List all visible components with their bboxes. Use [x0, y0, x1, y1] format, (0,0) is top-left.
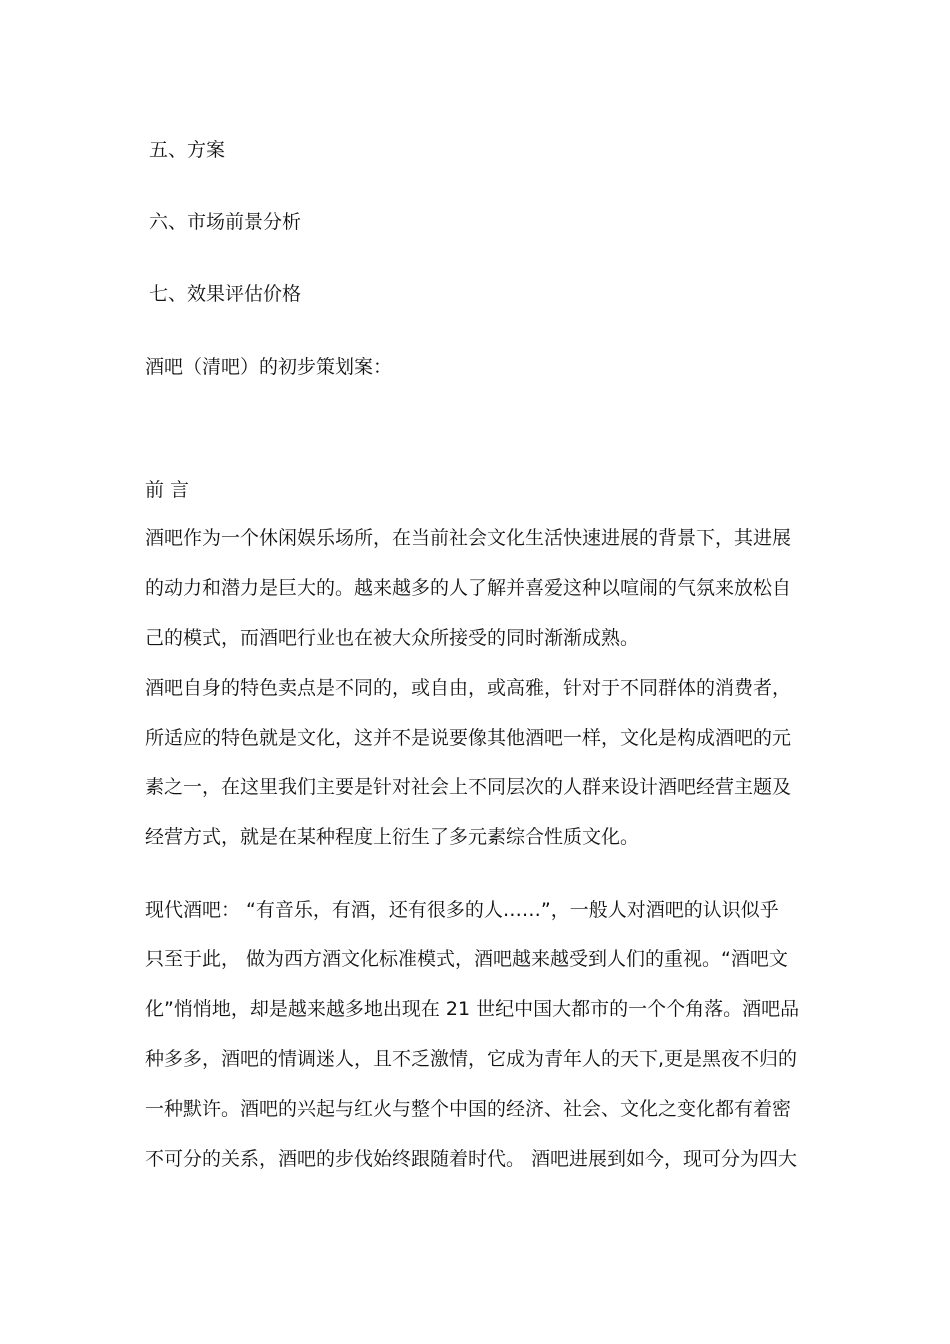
outline-item-7: 七、效果评估价格 — [149, 283, 302, 305]
paragraph3-line: 只至于此， 做为西方酒文化标准模式，酒吧越来越受到人们的重视。“酒吧文 — [145, 948, 788, 970]
paragraph3-line: 现代酒吧： “有音乐，有酒，还有很多的人……”，一般人对酒吧的认识似乎 — [145, 899, 779, 921]
paragraph2-line: 酒吧自身的特色卖点是不同的，或自由，或高雅，针对于不同群体的消费者， — [145, 677, 792, 699]
preface-heading: 前 言 — [145, 479, 190, 501]
paragraph2-line: 经营方式，就是在某种程度上衍生了多元素综合性质文化。 — [145, 826, 640, 848]
paragraph3-line: 不可分的关系，酒吧的步伐始终跟随着时代。 酒吧进展到如今，现可分为四大 — [145, 1148, 798, 1170]
outline-item-5: 五、方案 — [149, 139, 226, 161]
paragraph1-line: 己的模式，而酒吧行业也在被大众所接受的同时渐渐成熟。 — [145, 627, 640, 649]
outline-item-6: 六、市场前景分析 — [149, 211, 302, 233]
paragraph2-line: 所适应的特色就是文化，这并不是说要像其他酒吧一样，文化是构成酒吧的元 — [145, 727, 792, 749]
paragraph1-line: 的动力和潜力是巨大的。越来越多的人了解并喜爱这种以喧闹的气氛来放松自 — [145, 577, 792, 599]
paragraph3-line: 种多多，酒吧的情调迷人，且不乏激情，它成为青年人的天下,更是黑夜不归的 — [145, 1048, 798, 1070]
paragraph3-line: 一种默许。酒吧的兴起与红火与整个中国的经济、社会、文化之变化都有着密 — [145, 1098, 792, 1120]
paragraph2-line: 素之一，在这里我们主要是针对社会上不同层次的人群来设计酒吧经营主题及 — [145, 776, 792, 798]
paragraph1-line: 酒吧作为一个休闲娱乐场所，在当前社会文化生活快速进展的背景下，其进展 — [145, 527, 792, 549]
plan-title: 酒吧（清吧）的初步策划案： — [145, 356, 393, 378]
paragraph3-line: 化”悄悄地，却是越来越多地出现在 21 世纪中国大都市的一个个角落。酒吧品 — [145, 998, 800, 1020]
